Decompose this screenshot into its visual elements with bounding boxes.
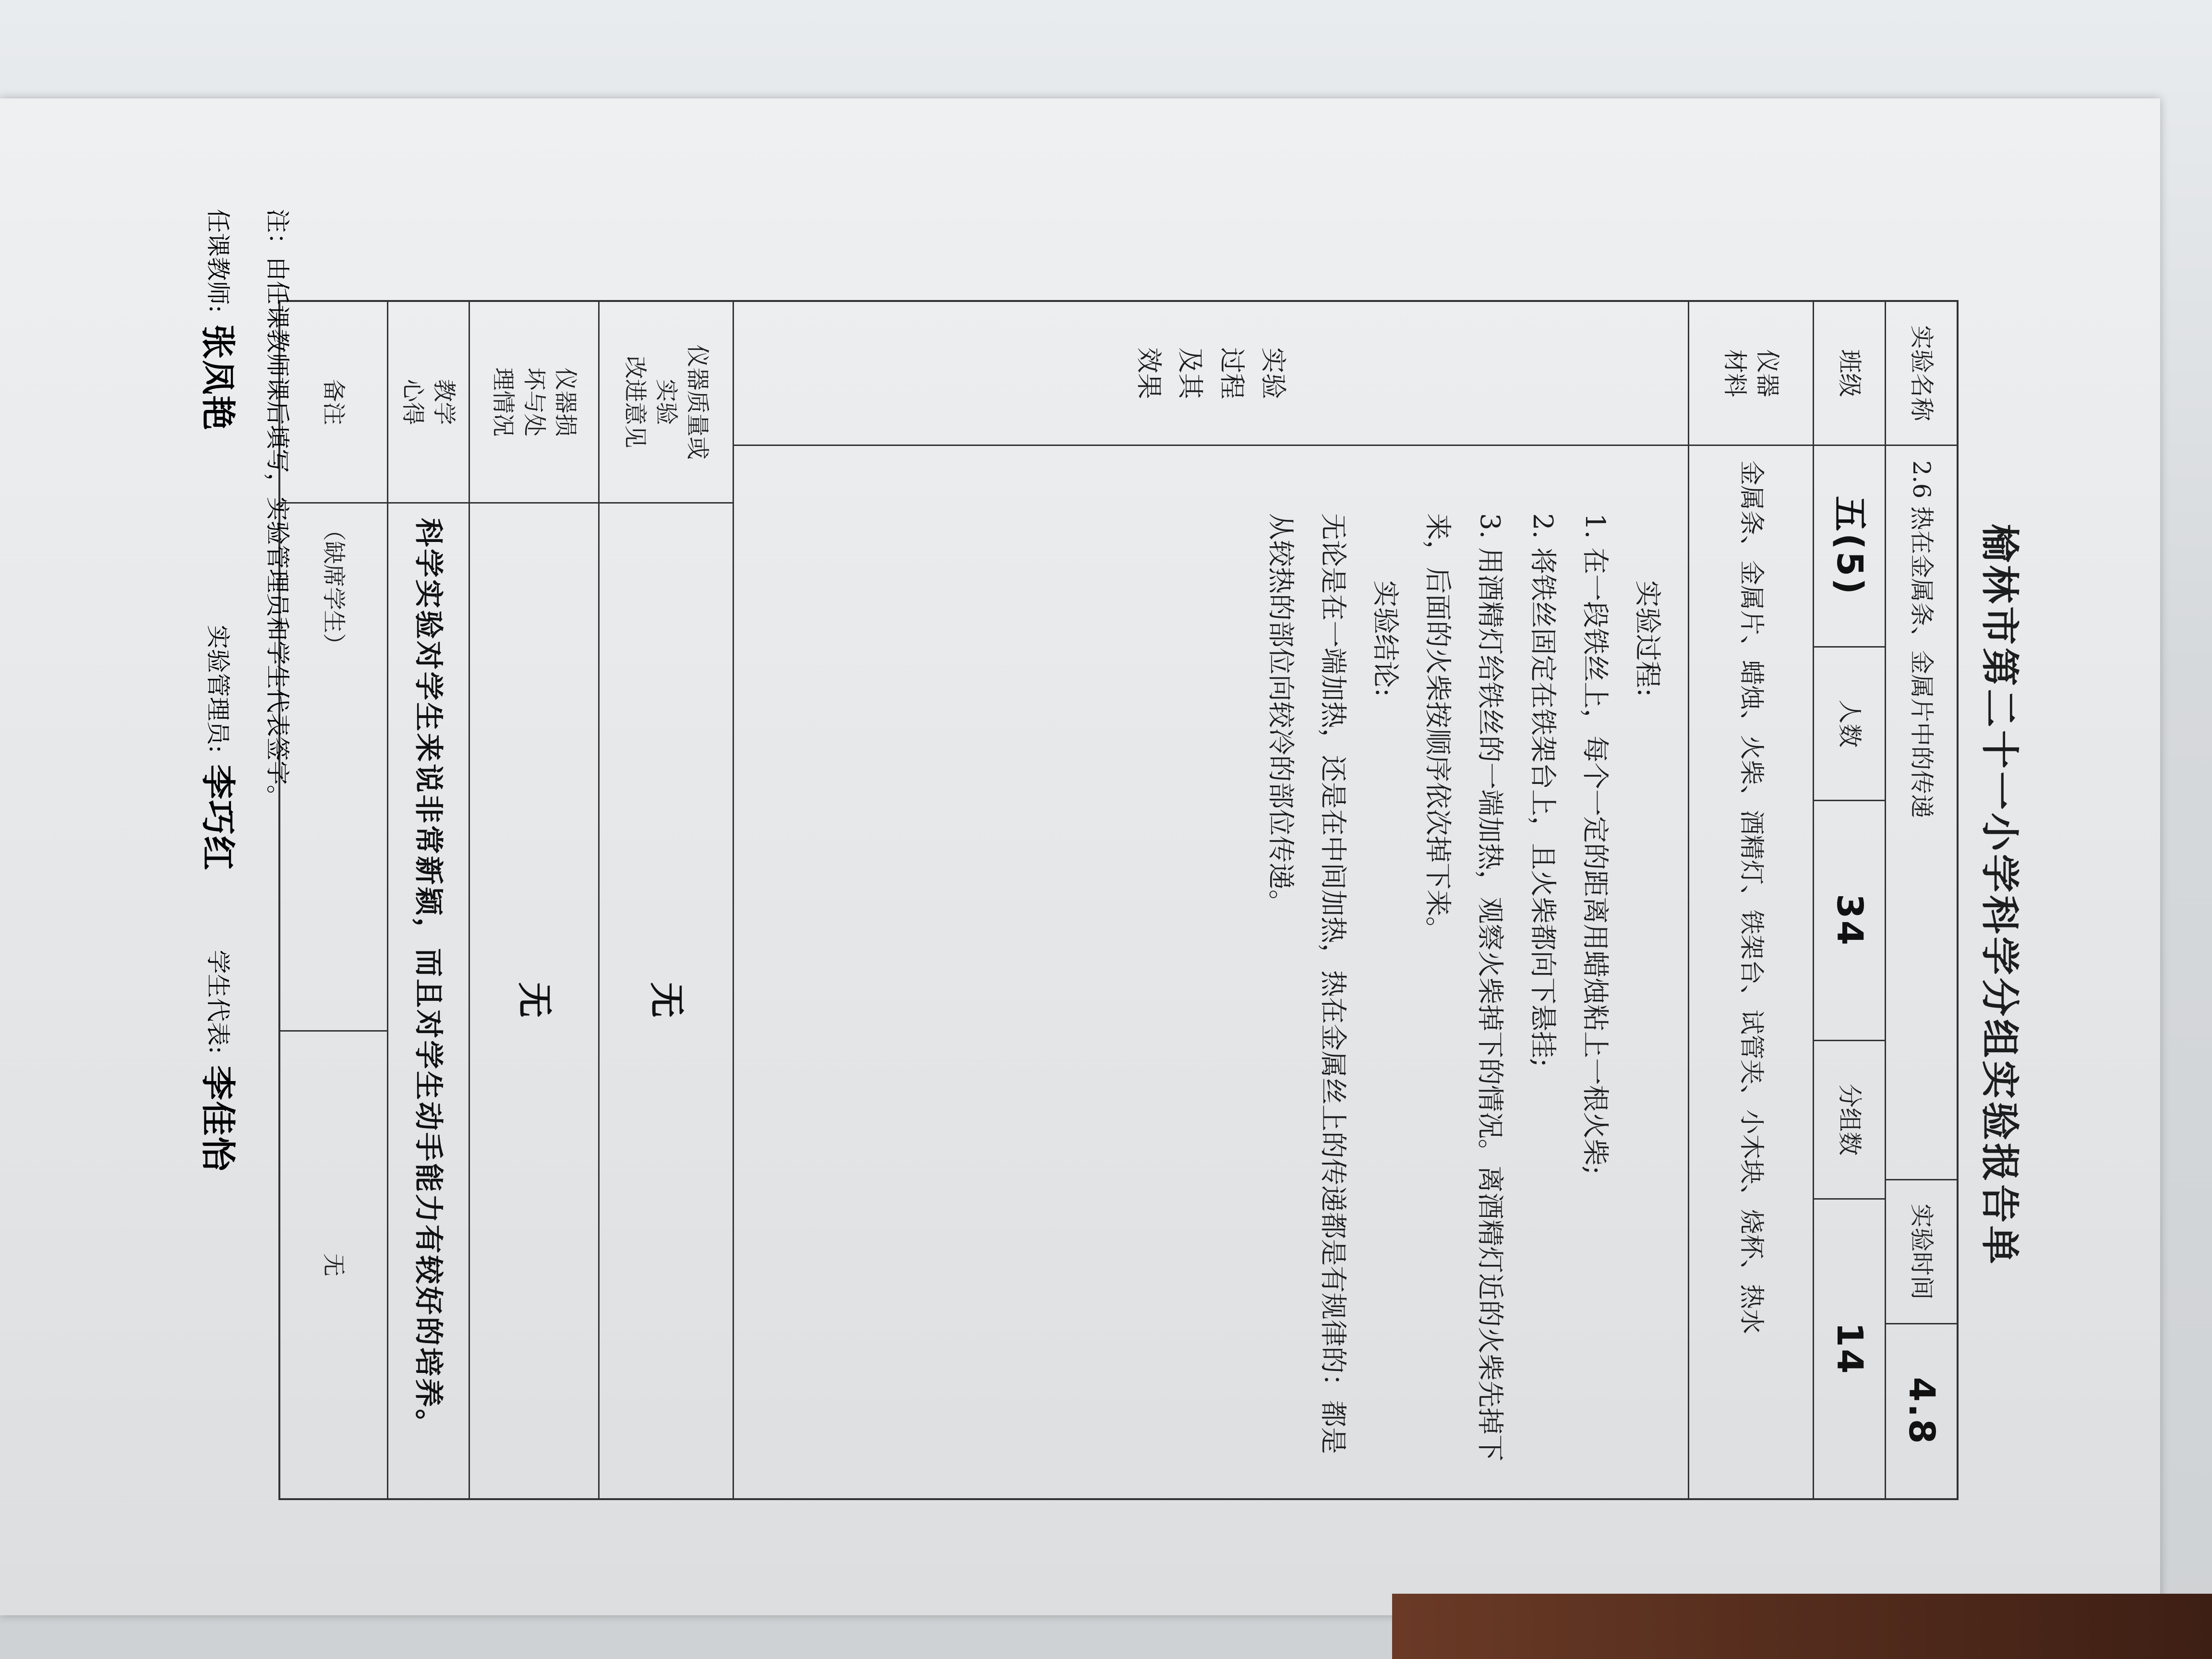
row-experiment-name <box>1885 302 1957 1498</box>
label-people: 人数 <box>1814 648 1885 801</box>
value-people: 34 <box>1814 801 1885 1041</box>
admin-signature: 李巧红 <box>198 764 238 871</box>
value-experiment-name: 2.6 热在金属条、金属片中的传递 <box>1886 446 1957 1180</box>
conclusion-heading: 实验结论: <box>1370 580 1401 697</box>
label-experiment-time: 实验时间 <box>1886 1180 1957 1324</box>
label-groups: 分组数 <box>1814 1041 1885 1200</box>
process-heading: 实验过程: <box>1632 580 1663 697</box>
row-quality <box>598 302 733 1498</box>
label-teaching: 教学 心得 <box>388 302 469 504</box>
label-materials: 仪器 材料 <box>1689 302 1813 446</box>
row-class <box>1813 302 1885 1498</box>
admin-label: 实验管理员: <box>204 625 232 753</box>
process-step-2: 2. 将铁丝固定在铁架台上，且火柴都向下悬挂; <box>1527 513 1558 1068</box>
label-class: 班级 <box>1814 302 1885 446</box>
row-process <box>733 302 1688 1498</box>
remarks-absent: （缺席学生） <box>280 504 387 1032</box>
desk-surface <box>1392 1594 2212 1659</box>
value-groups: 14 <box>1829 1322 1871 1376</box>
process-step-1: 1. 在一段铁丝上，每个一定的距离用蜡烛粘上一根火柴; <box>1579 513 1611 1175</box>
report-form <box>274 286 2031 1505</box>
value-class: 五(5) <box>1814 446 1885 648</box>
label-remarks: 备注 <box>280 302 387 504</box>
label-experiment-name: 实验名称 <box>1886 302 1957 446</box>
report-sheet <box>0 98 2160 1615</box>
conclusion-text: 无论是在一端加热，还是在中间加热，热在金属丝上的传递都是有规律的：都是从较热的部位向较冷的部位传递。 <box>1264 513 1348 1454</box>
footer-signatures <box>189 209 247 1486</box>
page-title: 榆林市第二十一小学科学分组实验报告单 <box>1977 524 2022 1267</box>
label-damage: 仪器损 坏与处 理情况 <box>470 302 598 504</box>
value-materials: 金属条、金属片、蜡烛、火柴、酒精灯、铁架台、试管夹、小木块、烧杯、热水 <box>1737 460 1766 1334</box>
value-experiment-time: 4.8 <box>1901 1377 1943 1446</box>
label-process: 实验 过程 及其 效果 <box>734 302 1688 446</box>
process-content <box>1254 460 1674 1478</box>
label-quality: 仪器质量或 实验 改进意见 <box>600 302 733 504</box>
value-damage: 无 <box>514 982 555 1020</box>
row-teaching <box>387 302 469 1498</box>
report-table <box>278 300 1959 1500</box>
student-signature: 李佳怡 <box>198 1065 238 1172</box>
teacher-signature: 张凤艳 <box>198 324 238 431</box>
teacher-label: 任课教师: <box>204 209 232 313</box>
value-teaching: 科学实验对学生来说非常新颖，而且对学生动手能力有较好的培养。 <box>411 518 445 1440</box>
value-quality: 无 <box>646 982 687 1020</box>
row-damage <box>469 302 598 1498</box>
row-materials <box>1688 302 1813 1498</box>
footer <box>29 209 298 1486</box>
value-remarks: 无 <box>320 1253 348 1276</box>
process-step-3: 3. 用酒精灯给铁丝的一端加热，观察火柴掉下的情况。离酒精灯近的火柴先掉下来，后面的火柴按顺序依次掉下来。 <box>1422 513 1506 1462</box>
student-label: 学生代表: <box>204 950 232 1054</box>
footer-note: 注：由任课教师课后填写，实验管理员和学生代表签字。 <box>264 209 291 809</box>
